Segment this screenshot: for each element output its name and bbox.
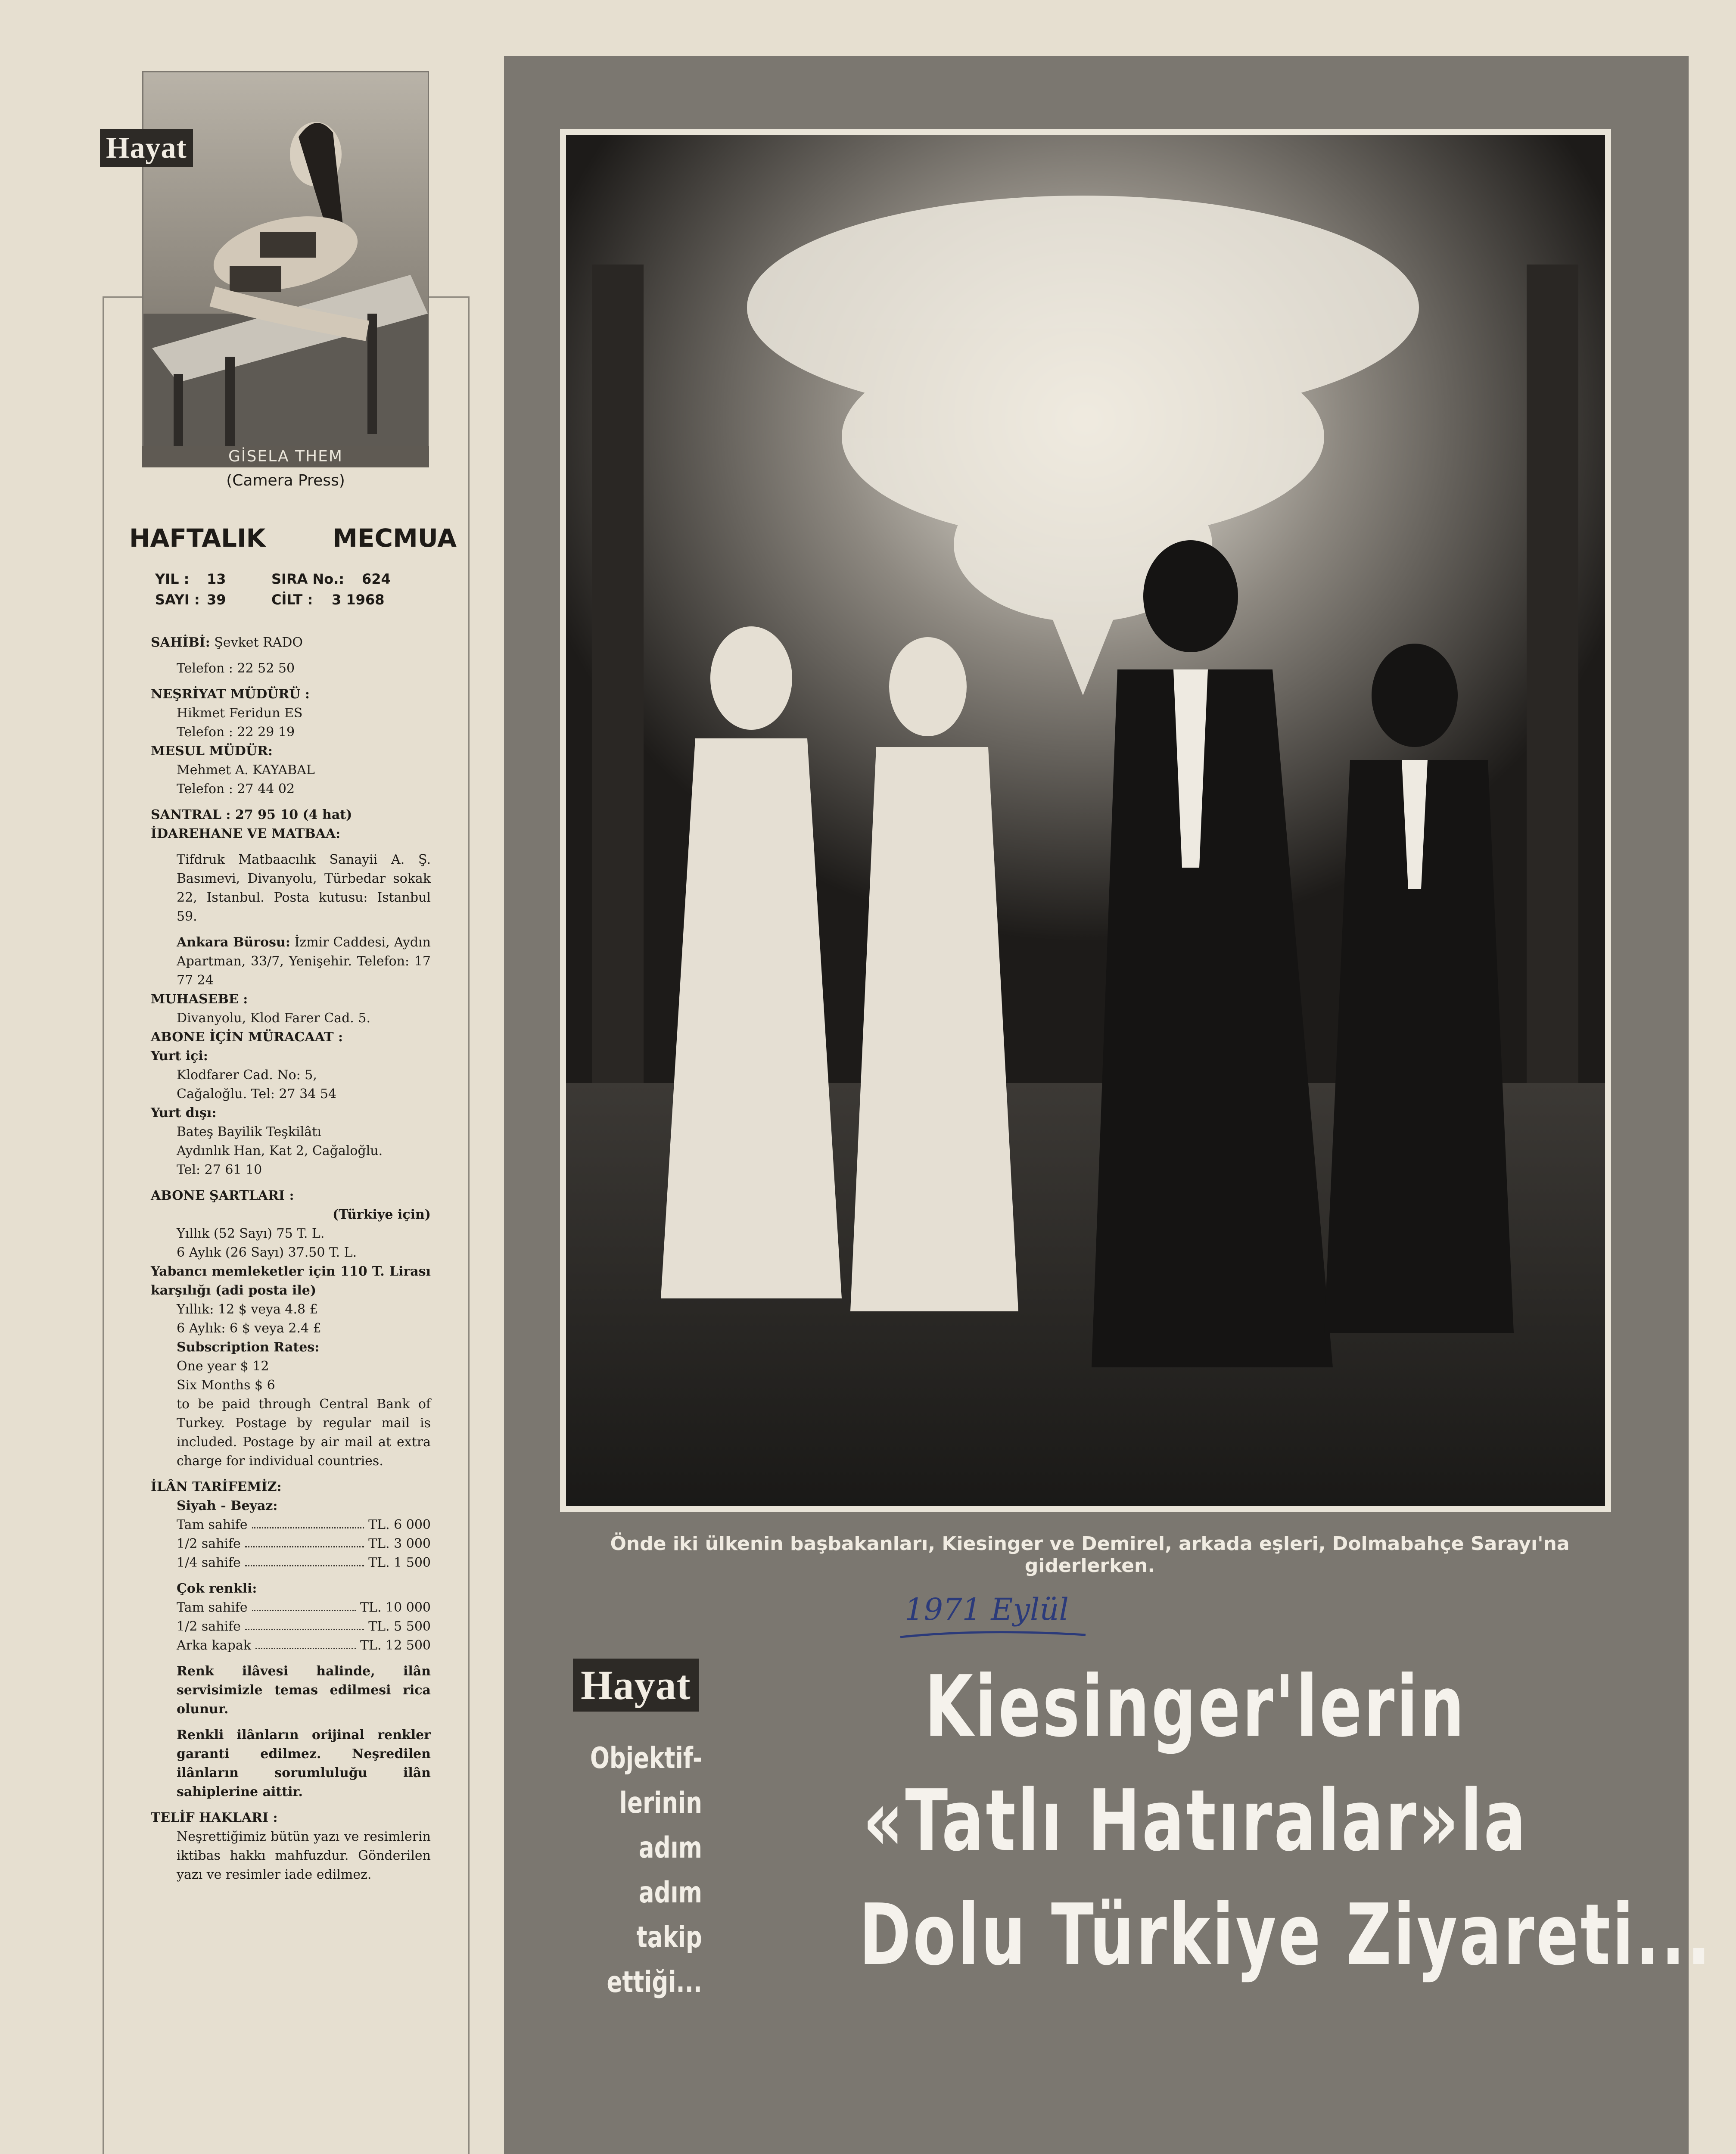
idarehane-label: İDAREHANE VE MATBAA: [151, 826, 341, 841]
yurt-disi-label: Yurt dışı: [151, 1105, 217, 1121]
nesriyat-name: Hikmet Feridun ES [177, 706, 303, 721]
ad-rate-row [151, 1516, 431, 1535]
yurt-ici-label: Yurt içi: [151, 1049, 208, 1064]
foreign-text: Yabancı memleketler için 110 T. Lirası karşılığı (adi posta ile) [151, 1264, 431, 1298]
yurt-ici-address: Klodfarer Cad. No: 5, [177, 1068, 317, 1083]
yurt-disi-name: Bateş Bayilik Teşkilâtı [177, 1124, 321, 1139]
headline-line: Kiesinger'lerin [924, 1658, 1466, 1756]
ad-rate-name: 1/2 sahife [177, 1536, 241, 1551]
ankara-label: Ankara Bürosu: [177, 935, 290, 950]
cilt-label: CİLT : [271, 591, 313, 608]
nesriyat-label: NEŞRİYAT MÜDÜRÜ : [151, 687, 310, 702]
headline-line: Dolu Türkiye Ziyareti... [859, 1886, 1713, 1984]
yil-value: 13 [207, 571, 226, 587]
ad-rate-price: TL. 5 500 [368, 1619, 431, 1634]
rates-text: to be paid through Central Bank of Turkey. Postage by regular mail is included. Postage by air mail at extra charge for individual countries. [177, 1397, 431, 1469]
rate-six-months: Six Months $ 6 [177, 1378, 275, 1393]
yurt-disi-address: Aydınlık Han, Kat 2, Cağaloğlu. [177, 1143, 383, 1158]
bw-label: Siyah - Beyaz: [177, 1498, 278, 1513]
ankara-text: İzmir Caddesi, Aydın Apartman, 33/7, Yenişehir. Telefon: 17 77 24 [177, 935, 431, 988]
side-tagline-line: adım [638, 1831, 702, 1865]
ads-note-responsibility: Renkli ilânların orijinal renkler garanti edilmez. Neşredilen ilânların sorumluluğu ilân sahiplerine aittir. [177, 1728, 431, 1799]
yurt-disi-tel: Tel: 27 61 10 [177, 1162, 262, 1177]
muhasebe-label: MUHASEBE : [151, 992, 248, 1007]
ad-rate-price: TL. 12 500 [360, 1638, 431, 1653]
nesriyat-tel: Telefon : 22 29 19 [177, 725, 295, 740]
hayat-logo-small: Hayat [100, 129, 193, 167]
cover-model-name: GİSELA THEM [142, 446, 429, 467]
abone-muracaat: ABONE İÇİN MÜRACAAT : [151, 1030, 343, 1045]
copyright-text: Neşrettiğimiz bütün yazı ve resimlerin iktibas hakkı mahfuzdur. Gönderilen yazı ve resimler iade edilmez. [177, 1829, 431, 1882]
side-tagline-line: lerinin [619, 1786, 702, 1820]
headline-line: «Tatlı Hatıralar»la [863, 1772, 1528, 1870]
ad-rate-price: TL. 1 500 [368, 1555, 431, 1570]
sayi-label: SAYI : [155, 591, 200, 608]
ad-rate-name: 1/2 sahife [177, 1619, 241, 1634]
mesul-tel: Telefon : 27 44 02 [177, 781, 295, 797]
copyright-label: TELİF HAKLARI : [151, 1810, 278, 1825]
color-label: Çok renkli: [177, 1581, 257, 1596]
ads-note-color: Renk ilâvesi halinde, ilân servisimizle temas edilmesi rica olunur. [177, 1664, 431, 1717]
ad-rate-row [151, 1636, 431, 1655]
muhasebe-text: Divanyolu, Klod Farer Cad. 5. [177, 1011, 370, 1026]
issue-info [155, 569, 414, 610]
side-tagline-line: adım [638, 1876, 702, 1910]
ad-rate-price: TL. 10 000 [360, 1600, 431, 1615]
main-photo [560, 129, 1611, 1512]
foreign-half-year: 6 Aylık: 6 $ veya 2.4 £ [177, 1321, 321, 1336]
side-tagline [588, 1736, 702, 2005]
ad-rate-name: 1/4 sahife [177, 1555, 241, 1570]
side-tagline-line: takip [636, 1921, 702, 1955]
abone-sartlari-label: ABONE ŞARTLARI : [151, 1188, 294, 1203]
sayi-value: 39 [207, 591, 226, 608]
ad-rate-name: Arka kapak [177, 1638, 251, 1653]
idarehane-text: Tifdruk Matbaacılık Sanayii A. Ş. Basımevi, Divanyolu, Türbedar sokak 22, Istanbul. Posta kutusu: Istanbul 59. [177, 852, 431, 924]
price-half-year: 6 Aylık (26 Sayı) 37.50 T. L. [177, 1245, 357, 1260]
side-tagline-line: ettiği... [607, 1965, 702, 1999]
sira-label: SIRA No.: [271, 571, 345, 587]
ad-rate-price: TL. 6 000 [368, 1517, 431, 1532]
masthead-title-left: HAFTALIK [129, 523, 266, 553]
mesul-label: MESUL MÜDÜR: [151, 744, 273, 759]
masthead-body [151, 633, 431, 1884]
rate-one-year: One year $ 12 [177, 1359, 269, 1374]
santral: SANTRAL : 27 95 10 (4 hat) [151, 807, 352, 822]
turkey-label: (Türkiye için) [332, 1207, 431, 1222]
sahibi-name: Şevket RADO [214, 635, 303, 650]
price-yearly: Yıllık (52 Sayı) 75 T. L. [177, 1226, 325, 1241]
side-tagline-line: Objektif- [590, 1741, 702, 1775]
cover-photo-credit: (Camera Press) [226, 472, 345, 489]
ad-rate-name: Tam sahife [177, 1517, 248, 1532]
handwritten-text: 1971 Eylül [905, 1592, 1069, 1627]
ad-rate-row [151, 1553, 431, 1572]
mesul-name: Mehmet A. KAYABAL [177, 763, 315, 778]
ad-rate-row [151, 1617, 431, 1636]
ad-rate-price: TL. 3 000 [368, 1536, 431, 1551]
ad-rate-name: Tam sahife [177, 1600, 248, 1615]
masthead-title-right: MECMUA [333, 523, 457, 553]
foreign-yearly: Yıllık: 12 $ veya 4.8 £ [177, 1302, 318, 1317]
sahibi-tel: Telefon : 22 52 50 [177, 661, 295, 676]
sahibi-label: SAHİBİ: [151, 635, 210, 650]
masthead-title [129, 523, 457, 553]
hayat-logo-large: Hayat [573, 1659, 699, 1712]
cilt-value: 3 1968 [332, 591, 385, 608]
headline [741, 1650, 1713, 1992]
cover-photo [142, 71, 429, 448]
yil-label: YIL : [155, 571, 190, 587]
sira-value: 624 [362, 571, 391, 587]
ad-rate-row [151, 1598, 431, 1617]
ad-rate-row [151, 1535, 431, 1553]
ads-label: İLÂN TARİFEMİZ: [151, 1479, 282, 1494]
handwritten-date-note [896, 1585, 1120, 1654]
subscription-rates-label: Subscription Rates: [177, 1340, 320, 1355]
photo-caption: Önde iki ülkenin başbakanları, Kiesinger ve Demirel, arkada eşleri, Dolmabahçe Sarayı'na giderlerken. [610, 1533, 1570, 1577]
yurt-ici-tel: Cağaloğlu. Tel: 27 34 54 [177, 1086, 337, 1102]
